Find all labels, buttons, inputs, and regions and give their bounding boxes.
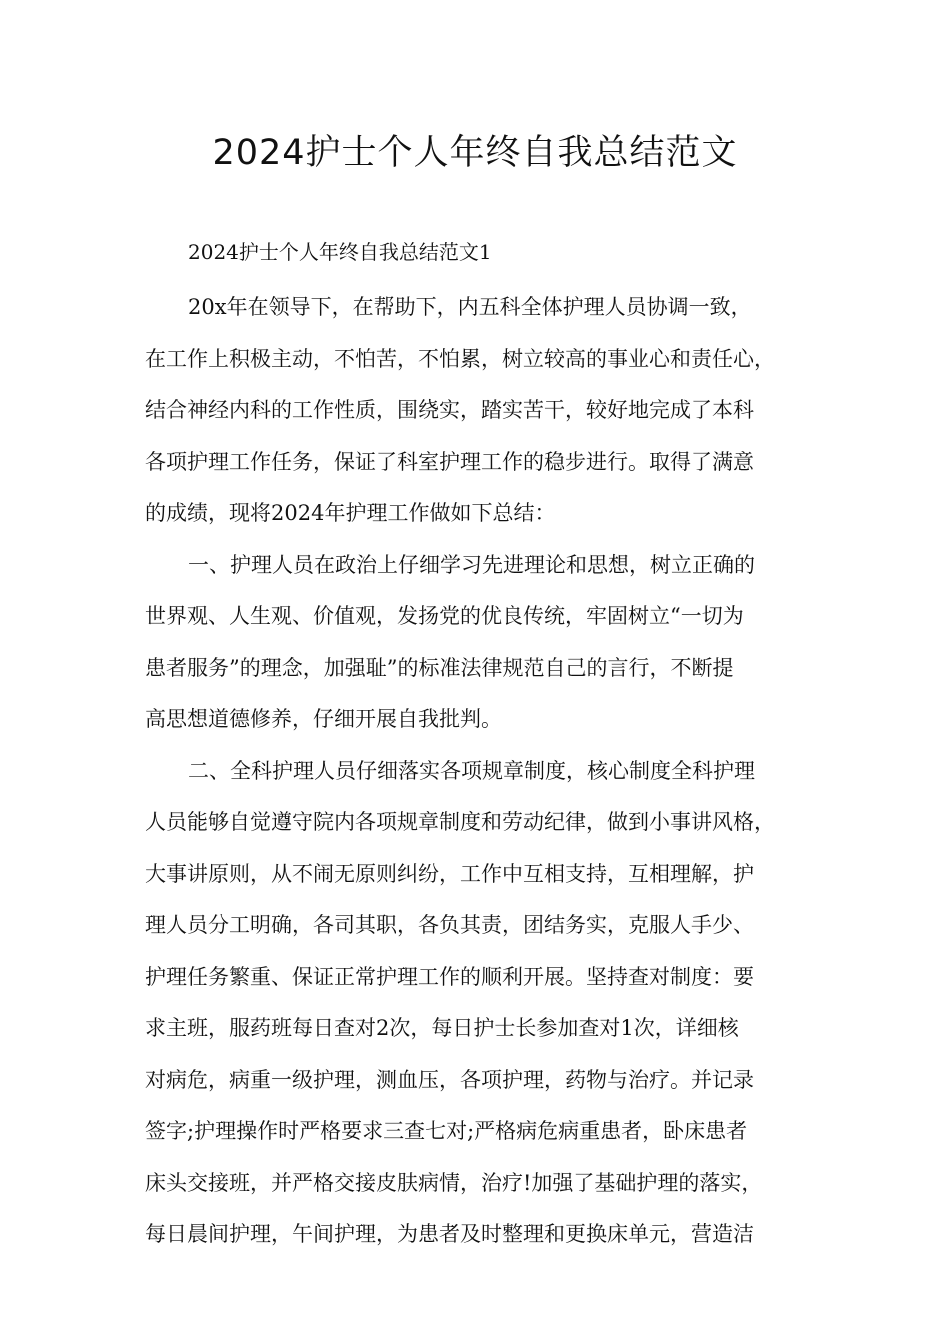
paragraph-2-line-3: 患者服务”的理念，加强耻”的标准法律规范自己的言行，不断提	[145, 655, 734, 680]
paragraph-3-line-10: 每日晨间护理，午间护理，为患者及时整理和更换床单元，营造洁	[145, 1222, 754, 1246]
paragraph-2-line-2: 世界观、人生观、价值观，发扬党的优良传统，牢固树立“一切为	[145, 604, 744, 628]
paragraph-3-line-9: 床头交接班，并严格交接皮肤病情，治疗!加强了基础护理的落实，	[145, 1170, 763, 1195]
paragraph-3-line-5: 护理任务繁重、保证正常护理工作的顺利开展。坚持查对制度：要	[145, 964, 754, 989]
paragraph-1-line-4: 各项护理工作任务，保证了科室护理工作的稳步进行。取得了满意	[145, 449, 754, 474]
paragraph-1-line-1: 20x年在领导下，在帮助下，内五科全体护理人员协调一致，	[188, 295, 752, 319]
paragraph-1-line-3: 结合神经内科的工作性质，围绕实，踏实苦干，较好地完成了本科	[145, 398, 754, 422]
document-body	[145, 282, 825, 1261]
paragraph-3-line-8: 签字;护理操作时严格要求三查七对;严格病危病重患者，卧床患者	[145, 1119, 748, 1143]
document-subtitle: 2024护士个人年终自我总结范文1	[188, 240, 492, 264]
paragraph-3-line-1: 二、全科护理人员仔细落实各项规章制度，核心制度全科护理	[188, 758, 755, 783]
paragraph-3-line-4: 理人员分工明确，各司其职，各负其责，团结务实，克服人手少、	[145, 913, 754, 937]
paragraph-3-line-3: 大事讲原则，从不闹无原则纠纷，工作中互相支持，互相理解，护	[145, 861, 754, 886]
paragraph-1-line-5: 的成绩，现将2024年护理工作做如下总结：	[145, 501, 556, 525]
paragraph-1-line-2: 在工作上积极主动，不怕苦，不怕累，树立较高的事业心和责任心，	[145, 346, 775, 371]
paragraph-3-line-2: 人员能够自觉遵守院内各项规章制度和劳动纪律，做到小事讲风格，	[145, 810, 775, 834]
paragraph-2-line-4: 高思想道德修养，仔细开展自我批判。	[145, 707, 502, 731]
paragraph-3-line-7: 对病危，病重一级护理，测血压，各项护理，药物与治疗。并记录	[145, 1067, 754, 1092]
paragraph-2-line-1: 一、护理人员在政治上仔细学习先进理论和思想，树立正确的	[188, 552, 755, 577]
document-title: 2024护士个人年终自我总结范文	[212, 133, 738, 173]
paragraph-3-line-6: 求主班，服药班每日查对2次，每日护士长参加查对1次，详细核	[145, 1016, 739, 1040]
